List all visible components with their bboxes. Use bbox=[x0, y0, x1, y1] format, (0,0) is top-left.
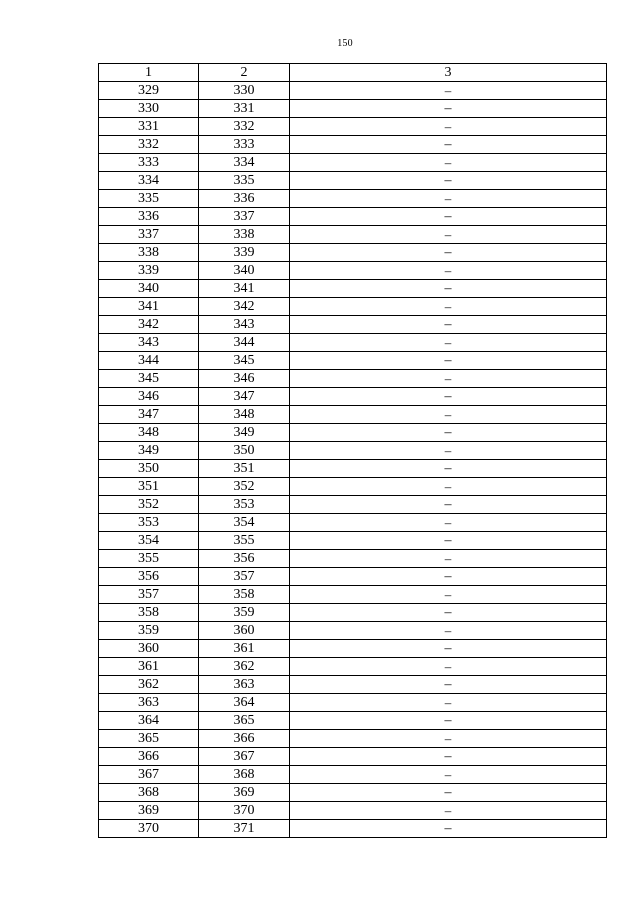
table-cell-col-1: 356 bbox=[99, 568, 199, 586]
table-row bbox=[99, 424, 607, 442]
table-cell-col-3: – bbox=[290, 820, 607, 838]
table-row bbox=[99, 316, 607, 334]
table-row bbox=[99, 640, 607, 658]
table-cell-col-3: – bbox=[290, 784, 607, 802]
table-cell-col-1: 349 bbox=[99, 442, 199, 460]
table-cell-col-3: – bbox=[290, 460, 607, 478]
table-cell-col-3: – bbox=[290, 532, 607, 550]
table-cell-col-3: – bbox=[290, 586, 607, 604]
column-header-1: 1 bbox=[99, 64, 199, 82]
data-table bbox=[98, 63, 607, 838]
table-cell-col-1: 365 bbox=[99, 730, 199, 748]
table-cell-col-2: 332 bbox=[199, 118, 290, 136]
table-cell-col-3: – bbox=[290, 658, 607, 676]
table-row bbox=[99, 622, 607, 640]
table-cell-col-2: 350 bbox=[199, 442, 290, 460]
table-cell-col-2: 355 bbox=[199, 532, 290, 550]
table-row bbox=[99, 766, 607, 784]
table-cell-col-2: 343 bbox=[199, 316, 290, 334]
table-body bbox=[99, 82, 607, 838]
table-cell-col-3: – bbox=[290, 442, 607, 460]
table-cell-col-3: – bbox=[290, 118, 607, 136]
table-cell-col-1: 333 bbox=[99, 154, 199, 172]
table-cell-col-2: 340 bbox=[199, 262, 290, 280]
table-row bbox=[99, 388, 607, 406]
table-cell-col-1: 342 bbox=[99, 316, 199, 334]
table-cell-col-2: 331 bbox=[199, 100, 290, 118]
column-header-2: 2 bbox=[199, 64, 290, 82]
table-cell-col-1: 334 bbox=[99, 172, 199, 190]
table-row bbox=[99, 244, 607, 262]
table-row bbox=[99, 154, 607, 172]
table-cell-col-1: 339 bbox=[99, 262, 199, 280]
table-cell-col-1: 363 bbox=[99, 694, 199, 712]
table-cell-col-2: 351 bbox=[199, 460, 290, 478]
table-cell-col-2: 345 bbox=[199, 352, 290, 370]
table-cell-col-1: 336 bbox=[99, 208, 199, 226]
table-cell-col-2: 360 bbox=[199, 622, 290, 640]
table-cell-col-1: 369 bbox=[99, 802, 199, 820]
table-cell-col-2: 365 bbox=[199, 712, 290, 730]
table-cell-col-2: 362 bbox=[199, 658, 290, 676]
table-row bbox=[99, 784, 607, 802]
table-cell-col-3: – bbox=[290, 370, 607, 388]
table-cell-col-3: – bbox=[290, 478, 607, 496]
table-cell-col-2: 354 bbox=[199, 514, 290, 532]
table-cell-col-2: 341 bbox=[199, 280, 290, 298]
table-cell-col-1: 344 bbox=[99, 352, 199, 370]
table-cell-col-3: – bbox=[290, 154, 607, 172]
table-cell-col-1: 332 bbox=[99, 136, 199, 154]
table-cell-col-1: 357 bbox=[99, 586, 199, 604]
table-cell-col-2: 338 bbox=[199, 226, 290, 244]
table-row bbox=[99, 442, 607, 460]
table-cell-col-2: 347 bbox=[199, 388, 290, 406]
table-row bbox=[99, 712, 607, 730]
table-row bbox=[99, 550, 607, 568]
table-row bbox=[99, 82, 607, 100]
table-cell-col-2: 359 bbox=[199, 604, 290, 622]
table-cell-col-3: – bbox=[290, 514, 607, 532]
table-cell-col-2: 342 bbox=[199, 298, 290, 316]
table-cell-col-2: 344 bbox=[199, 334, 290, 352]
table-cell-col-3: – bbox=[290, 766, 607, 784]
table-row bbox=[99, 694, 607, 712]
table-cell-col-2: 335 bbox=[199, 172, 290, 190]
table-cell-col-3: – bbox=[290, 748, 607, 766]
table-cell-col-1: 345 bbox=[99, 370, 199, 388]
table-cell-col-3: – bbox=[290, 298, 607, 316]
table-row bbox=[99, 298, 607, 316]
table-row bbox=[99, 496, 607, 514]
table-header bbox=[99, 64, 607, 82]
table-cell-col-2: 363 bbox=[199, 676, 290, 694]
table-cell-col-1: 350 bbox=[99, 460, 199, 478]
table-cell-col-1: 366 bbox=[99, 748, 199, 766]
table-cell-col-3: – bbox=[290, 388, 607, 406]
table-row bbox=[99, 568, 607, 586]
table-cell-col-2: 346 bbox=[199, 370, 290, 388]
table-cell-col-1: 359 bbox=[99, 622, 199, 640]
table-cell-col-3: – bbox=[290, 100, 607, 118]
table-cell-col-3: – bbox=[290, 424, 607, 442]
table-cell-col-3: – bbox=[290, 496, 607, 514]
table-row bbox=[99, 118, 607, 136]
table-cell-col-2: 349 bbox=[199, 424, 290, 442]
table-cell-col-2: 356 bbox=[199, 550, 290, 568]
table-cell-col-1: 360 bbox=[99, 640, 199, 658]
table-cell-col-1: 362 bbox=[99, 676, 199, 694]
table-cell-col-1: 343 bbox=[99, 334, 199, 352]
table-cell-col-3: – bbox=[290, 604, 607, 622]
table-cell-col-3: – bbox=[290, 730, 607, 748]
table-cell-col-2: 339 bbox=[199, 244, 290, 262]
table-cell-col-3: – bbox=[290, 226, 607, 244]
table-cell-col-1: 348 bbox=[99, 424, 199, 442]
table-cell-col-2: 371 bbox=[199, 820, 290, 838]
table-cell-col-2: 367 bbox=[199, 748, 290, 766]
table-cell-col-2: 337 bbox=[199, 208, 290, 226]
table-row bbox=[99, 100, 607, 118]
table-cell-col-1: 329 bbox=[99, 82, 199, 100]
table-cell-col-1: 355 bbox=[99, 550, 199, 568]
table-cell-col-3: – bbox=[290, 280, 607, 298]
table-cell-col-1: 370 bbox=[99, 820, 199, 838]
table-cell-col-2: 370 bbox=[199, 802, 290, 820]
table-row bbox=[99, 190, 607, 208]
table-cell-col-3: – bbox=[290, 136, 607, 154]
table-cell-col-3: – bbox=[290, 262, 607, 280]
table-row bbox=[99, 136, 607, 154]
table-row bbox=[99, 514, 607, 532]
table-cell-col-2: 336 bbox=[199, 190, 290, 208]
table-cell-col-3: – bbox=[290, 694, 607, 712]
table-cell-col-3: – bbox=[290, 622, 607, 640]
table-cell-col-3: – bbox=[290, 82, 607, 100]
table-cell-col-3: – bbox=[290, 208, 607, 226]
table-row bbox=[99, 658, 607, 676]
table-cell-col-1: 347 bbox=[99, 406, 199, 424]
table-cell-col-3: – bbox=[290, 406, 607, 424]
table-row bbox=[99, 748, 607, 766]
table-row bbox=[99, 226, 607, 244]
header-row bbox=[99, 64, 607, 82]
table-cell-col-3: – bbox=[290, 802, 607, 820]
table-row bbox=[99, 460, 607, 478]
table-cell-col-1: 364 bbox=[99, 712, 199, 730]
table-row bbox=[99, 172, 607, 190]
table-cell-col-2: 364 bbox=[199, 694, 290, 712]
table-cell-col-3: – bbox=[290, 712, 607, 730]
table-cell-col-1: 361 bbox=[99, 658, 199, 676]
table-row bbox=[99, 280, 607, 298]
table-row bbox=[99, 262, 607, 280]
column-header-3: 3 bbox=[290, 64, 607, 82]
table-cell-col-1: 353 bbox=[99, 514, 199, 532]
table-cell-col-3: – bbox=[290, 676, 607, 694]
table-cell-col-1: 341 bbox=[99, 298, 199, 316]
table-row bbox=[99, 406, 607, 424]
table-cell-col-1: 368 bbox=[99, 784, 199, 802]
table-cell-col-1: 358 bbox=[99, 604, 199, 622]
table-cell-col-3: – bbox=[290, 334, 607, 352]
table-row bbox=[99, 478, 607, 496]
page-number: 150 bbox=[337, 38, 353, 49]
table-cell-col-2: 368 bbox=[199, 766, 290, 784]
table-cell-col-3: – bbox=[290, 640, 607, 658]
table-row bbox=[99, 370, 607, 388]
table-cell-col-1: 340 bbox=[99, 280, 199, 298]
table-row bbox=[99, 730, 607, 748]
table-cell-col-2: 330 bbox=[199, 82, 290, 100]
table-row bbox=[99, 802, 607, 820]
table-cell-col-2: 358 bbox=[199, 586, 290, 604]
table-cell-col-3: – bbox=[290, 352, 607, 370]
table-cell-col-1: 367 bbox=[99, 766, 199, 784]
table-row bbox=[99, 532, 607, 550]
table-row bbox=[99, 352, 607, 370]
table-cell-col-3: – bbox=[290, 190, 607, 208]
table-cell-col-3: – bbox=[290, 244, 607, 262]
table-cell-col-1: 354 bbox=[99, 532, 199, 550]
table-cell-col-3: – bbox=[290, 316, 607, 334]
table-cell-col-1: 351 bbox=[99, 478, 199, 496]
table-cell-col-2: 369 bbox=[199, 784, 290, 802]
table-cell-col-3: – bbox=[290, 568, 607, 586]
table-cell-col-2: 348 bbox=[199, 406, 290, 424]
table-cell-col-3: – bbox=[290, 172, 607, 190]
table-cell-col-1: 337 bbox=[99, 226, 199, 244]
table-cell-col-1: 352 bbox=[99, 496, 199, 514]
table-row bbox=[99, 604, 607, 622]
table-cell-col-1: 335 bbox=[99, 190, 199, 208]
table-cell-col-2: 333 bbox=[199, 136, 290, 154]
table-cell-col-2: 357 bbox=[199, 568, 290, 586]
table-cell-col-1: 331 bbox=[99, 118, 199, 136]
table-row bbox=[99, 820, 607, 838]
table-cell-col-1: 346 bbox=[99, 388, 199, 406]
table-cell-col-2: 352 bbox=[199, 478, 290, 496]
table-row bbox=[99, 334, 607, 352]
table-cell-col-2: 334 bbox=[199, 154, 290, 172]
table-cell-col-2: 361 bbox=[199, 640, 290, 658]
table-cell-col-2: 353 bbox=[199, 496, 290, 514]
table-row bbox=[99, 676, 607, 694]
table-cell-col-1: 330 bbox=[99, 100, 199, 118]
table-row bbox=[99, 208, 607, 226]
table-cell-col-1: 338 bbox=[99, 244, 199, 262]
table-cell-col-3: – bbox=[290, 550, 607, 568]
table-row bbox=[99, 586, 607, 604]
table-cell-col-2: 366 bbox=[199, 730, 290, 748]
